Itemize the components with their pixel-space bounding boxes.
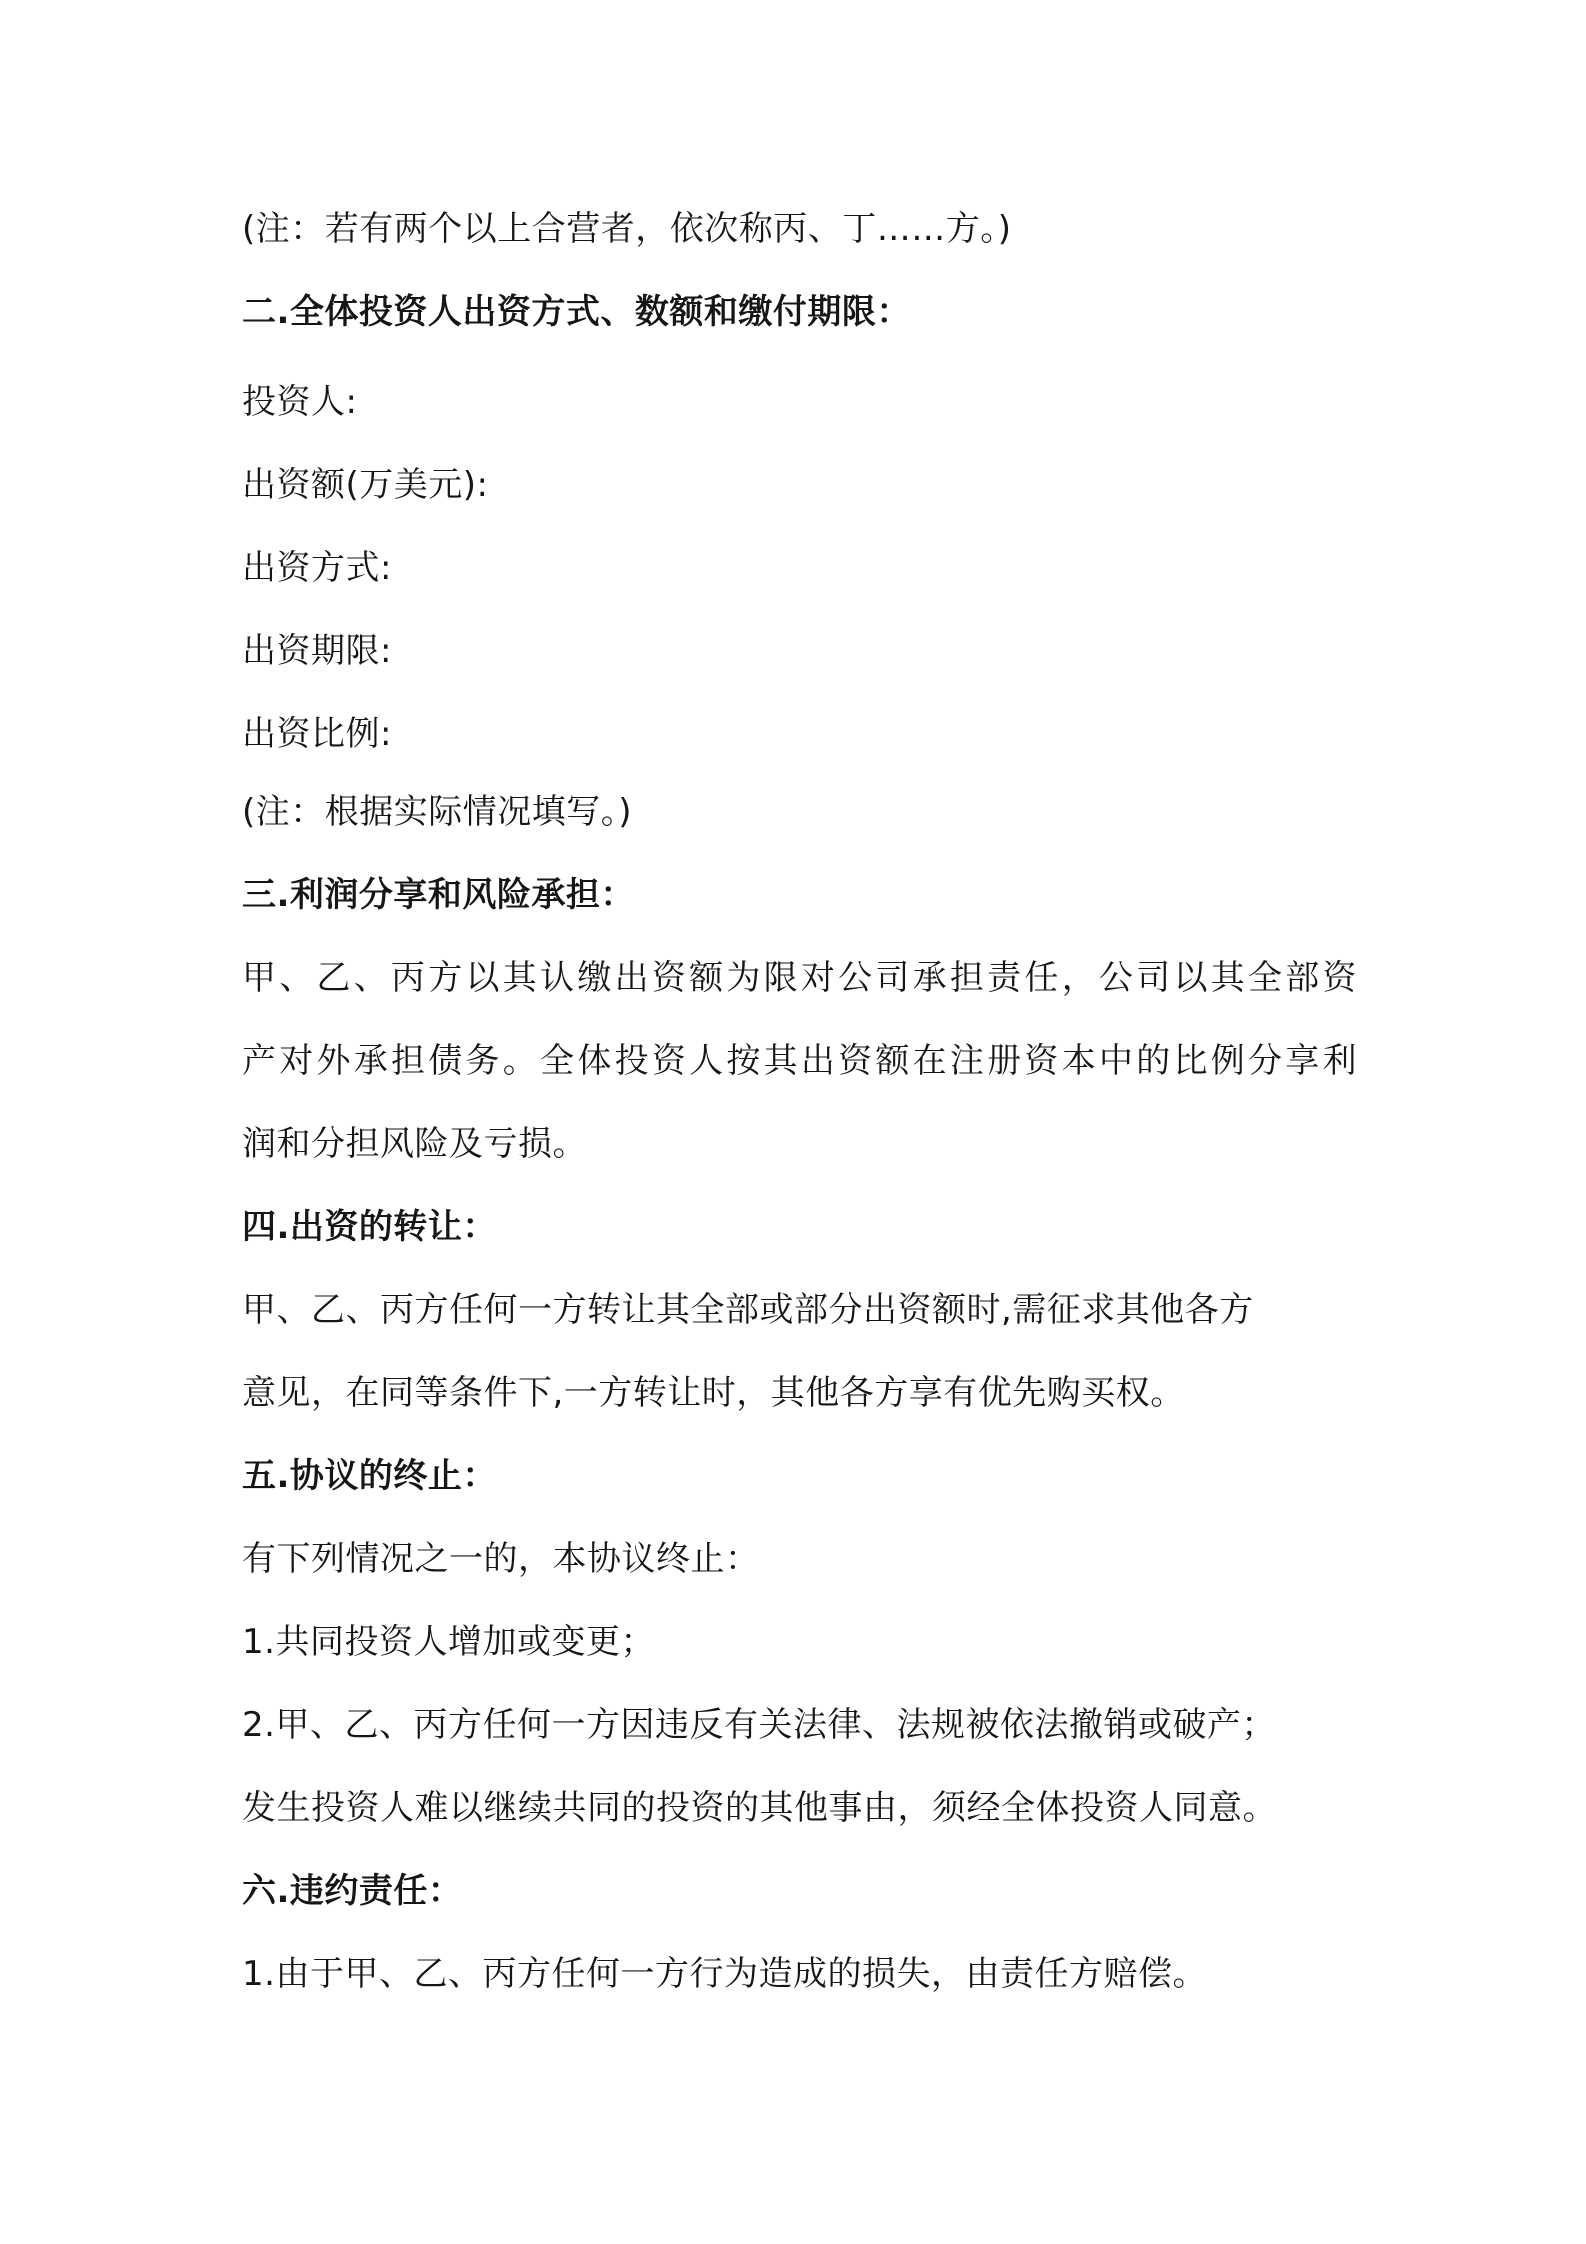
note-fill-actual: (注：根据实际情况填写。) <box>242 792 633 832</box>
section-6-heading: 六.违约责任： <box>242 1871 463 1911</box>
note-multiple-parties: (注：若有两个以上合营者，依次称丙、丁……方。) <box>242 209 1012 249</box>
section-4-heading: 四.出资的转让： <box>242 1207 497 1247</box>
field-ratio: 出资比例: <box>242 714 392 754</box>
section-3-paragraph-line: 甲、乙、丙方以其认缴出资额为限对公司承担责任，公司以其全部资 <box>242 958 1357 998</box>
section-5-heading: 五.协议的终止： <box>242 1456 497 1496</box>
section-3-paragraph-line: 润和分担风险及亏损。 <box>242 1124 587 1164</box>
section-5-item: 1.共同投资人增加或变更； <box>242 1622 655 1662</box>
section-4-paragraph-line: 意见，在同等条件下,一方转让时，其他各方享有优先购买权。 <box>242 1373 1185 1413</box>
field-amount: 出资额(万美元): <box>242 465 489 505</box>
section-6-item: 1.由于甲、乙、丙方任何一方行为造成的损失，由责任方赔偿。 <box>242 1954 1207 1994</box>
section-5-item: 2.甲、乙、丙方任何一方因违反有关法律、法规被依法撤销或破产； <box>242 1705 1276 1745</box>
section-3-paragraph-line: 产对外承担债务。全体投资人按其出资额在注册资本中的比例分享利 <box>242 1041 1357 1081</box>
section-4-paragraph-line: 甲、乙、丙方任何一方转让其全部或部分出资额时,需征求其他各方 <box>242 1290 1254 1330</box>
section-2-heading: 二.全体投资人出资方式、数额和缴付期限： <box>242 292 911 332</box>
field-term: 出资期限: <box>242 631 392 671</box>
field-investor: 投资人: <box>242 382 358 422</box>
section-3-heading: 三.利润分享和风险承担： <box>242 875 635 915</box>
section-5-item: 发生投资人难以继续共同的投资的其他事由，须经全体投资人同意。 <box>242 1788 1277 1828</box>
field-method: 出资方式: <box>242 548 392 588</box>
section-5-intro: 有下列情况之一的，本协议终止： <box>242 1539 760 1579</box>
